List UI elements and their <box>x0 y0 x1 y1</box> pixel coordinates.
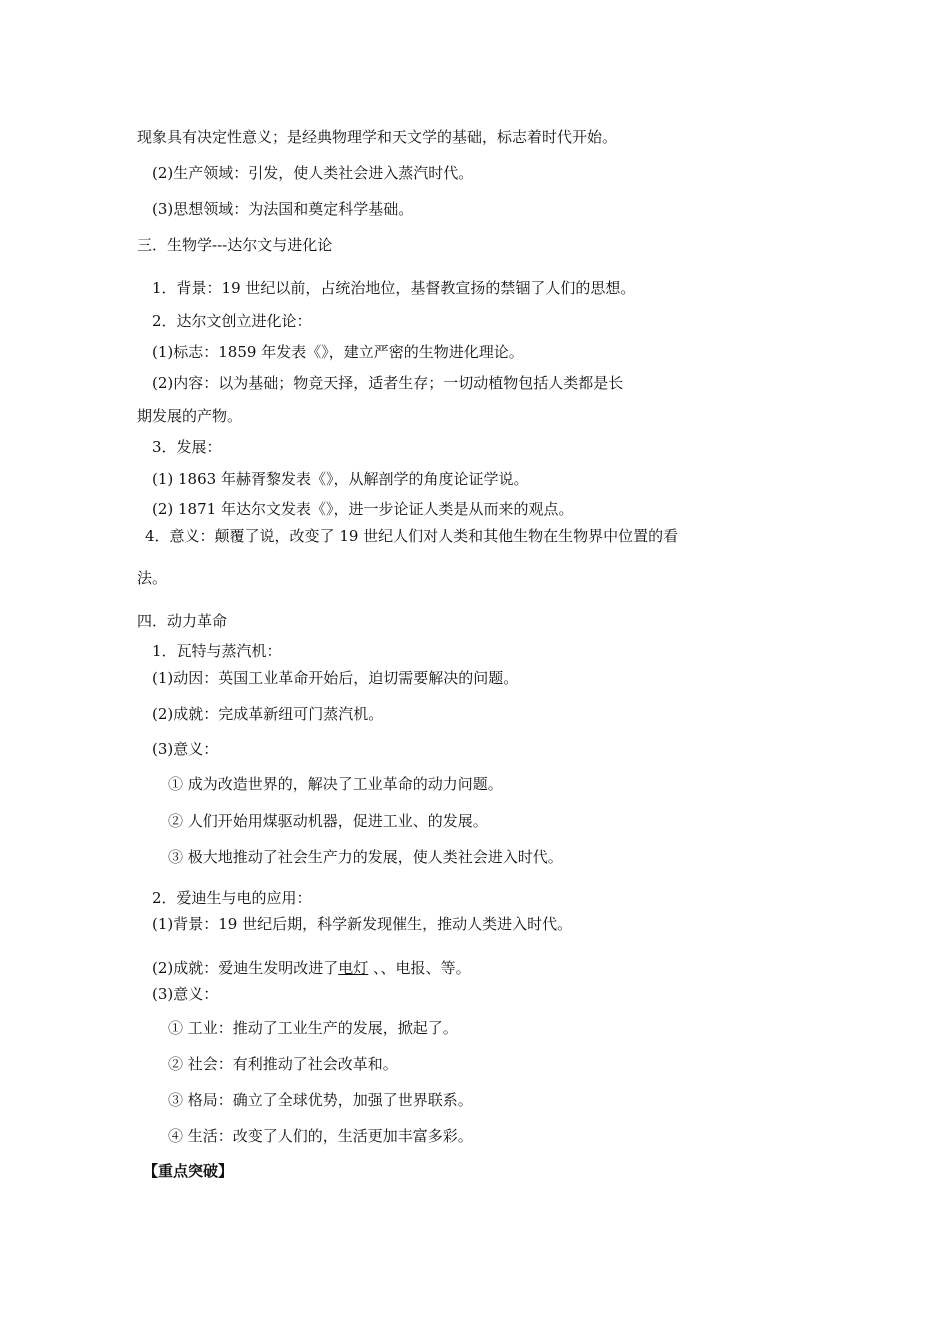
text-line: (2)内容：以为基础；物竞天择，适者生存；一切动植物包括人类都是长 <box>152 374 624 392</box>
text-line: (2) 1871 年达尔文发表《》，进一步论证人类是从而来的观点。 <box>152 500 574 518</box>
text-line: (3)思想领域：为法国和奠定科学基础。 <box>152 200 414 218</box>
text-line: (1)背景：19 世纪后期，科学新发现催生，推动人类进入时代。 <box>152 915 573 933</box>
text-line: ① 工业：推动了工业生产的发展，掀起了。 <box>168 1019 458 1037</box>
text-line: (2)成就：爱迪生发明改进了电灯 、、电报、等。 <box>152 959 471 977</box>
section-heading: 【重点突破】 <box>143 1162 234 1180</box>
section-heading: 三．生物学---达尔文与进化论 <box>137 236 333 254</box>
text-line: 2．爱迪生与电的应用： <box>152 889 312 907</box>
text-line: ② 社会：有利推动了社会改革和。 <box>168 1055 398 1073</box>
text-line: 2．达尔文创立进化论： <box>152 312 312 330</box>
text-line: (1) 1863 年赫胥黎发表《》，从解剖学的角度论证学说。 <box>152 470 529 488</box>
text-line: (1)标志：1859 年发表《》，建立严密的生物进化理论。 <box>152 343 524 361</box>
text-line: (2)成就：完成革新纽可门蒸汽机。 <box>152 705 384 723</box>
text-line: (3)意义： <box>152 740 219 758</box>
text-line: 1．瓦特与蒸汽机： <box>152 642 282 660</box>
text-line: ① 成为改造世界的，解决了工业革命的动力问题。 <box>168 775 503 793</box>
text-line: 期发展的产物。 <box>137 407 243 425</box>
text-line: ③ 极大地推动了社会生产力的发展，使人类社会进入时代。 <box>168 848 563 866</box>
text-line: (3)意义： <box>152 985 219 1003</box>
text-line: ④ 生活：改变了人们的，生活更加丰富多彩。 <box>168 1127 473 1145</box>
text-line: 现象具有决定性意义；是经典物理学和天文学的基础，标志着时代开始。 <box>137 128 618 146</box>
text-line: 1．背景：19 世纪以前，占统治地位，基督教宣扬的禁锢了人们的思想。 <box>152 279 636 297</box>
section-heading: 四．动力革命 <box>137 612 228 630</box>
text-line: (2)生产领域：引发，使人类社会进入蒸汽时代。 <box>152 164 474 182</box>
text-line: 4．意义：颠覆了说，改变了 19 世纪人们对人类和其他生物在生物界中位置的看 <box>145 527 679 545</box>
text-line: (1)动因：英国工业革命开始后，迫切需要解决的问题。 <box>152 669 519 687</box>
text-line: ② 人们开始用煤驱动机器，促进工业、的发展。 <box>168 812 488 830</box>
text-line: 法。 <box>137 569 168 587</box>
text-line: ③ 格局：确立了全球优势，加强了世界联系。 <box>168 1091 473 1109</box>
text-line: 3．发展： <box>152 438 222 456</box>
